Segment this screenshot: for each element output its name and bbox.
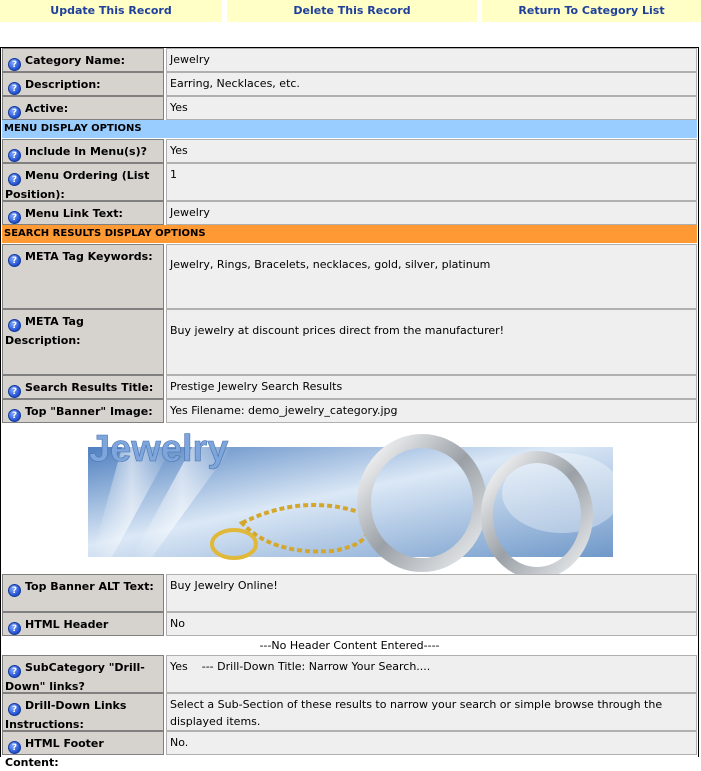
top-banner-alt-label: ? Top Banner ALT Text: [2, 574, 164, 612]
category-name-label: ? Category Name: [2, 48, 164, 72]
description-label: ? Description: [2, 72, 164, 96]
active-row [2, 96, 697, 120]
top-banner-image-row [2, 399, 697, 423]
update-record-button[interactable]: Update This Record [0, 0, 222, 22]
help-icon[interactable]: ? [8, 254, 21, 267]
meta-description-value: Buy jewelry at discount prices direct from the manufacturer! [166, 309, 697, 375]
top-banner-alt-value: Buy Jewelry Online! [166, 574, 697, 612]
help-icon[interactable]: ? [8, 82, 21, 95]
active-value: Yes [166, 96, 697, 120]
html-footer-content-label: ? HTML Footer Content: [2, 731, 164, 755]
top-banner-image-value: Yes Filename: demo_jewelry_category.jpg [166, 399, 697, 423]
help-icon[interactable]: ? [8, 58, 21, 71]
html-header-content-label: ? HTML Header [2, 612, 164, 636]
html-footer-content-value: No. [166, 731, 697, 755]
help-icon[interactable]: ? [8, 741, 21, 754]
header-content-note: ---No Header Content Entered---- [2, 636, 697, 655]
description-value: Earring, Necklaces, etc. [166, 72, 697, 96]
menu-ordering-label: ? Menu Ordering (List Position): [2, 163, 164, 201]
drilldown-instructions-label: ? Drill-Down Links Instructions: [2, 693, 164, 731]
search-results-title-value: Prestige Jewelry Search Results [166, 375, 697, 399]
search-results-section-header: SEARCH RESULTS DISPLAY OPTIONS [2, 225, 697, 243]
help-icon[interactable]: ? [8, 665, 21, 678]
meta-keywords-value: Jewelry, Rings, Bracelets, necklaces, gold, silver, platinum [166, 244, 697, 309]
active-label: ? Active: [2, 96, 164, 120]
drilldown-instructions-value: Select a Sub-Section of these results to narrow your search or simple browse through the displayed items. [166, 693, 697, 731]
help-icon[interactable]: ? [8, 622, 21, 635]
return-to-category-list-button[interactable]: Return To Category List [482, 0, 701, 22]
top-banner-image-label: ? Top "Banner" Image: [2, 399, 164, 423]
subcategory-drilldown-row [2, 655, 697, 693]
help-icon[interactable]: ? [8, 584, 21, 597]
subcategory-drilldown-value: Yes --- Drill-Down Title: Narrow Your Search.... [166, 655, 697, 693]
meta-keywords-row [2, 244, 697, 309]
meta-keywords-label: ? META Tag Keywords: [2, 244, 164, 309]
category-record-form [0, 47, 699, 769]
subcategory-drilldown-label: ? SubCategory "Drill-Down" links? [2, 655, 164, 693]
help-icon[interactable]: ? [8, 319, 21, 332]
help-icon[interactable]: ? [8, 106, 21, 119]
help-icon[interactable]: ? [8, 409, 21, 422]
delete-record-button[interactable]: Delete This Record [227, 0, 477, 22]
banner-title: Jewelry [89, 428, 229, 470]
banner-image [2, 423, 699, 574]
html-header-content-value: No [166, 612, 697, 636]
description-row [2, 72, 697, 96]
help-icon[interactable]: ? [8, 149, 21, 162]
banner-image-area [2, 423, 697, 574]
toolbar [0, 0, 701, 22]
include-in-menus-value: Yes [166, 139, 697, 163]
category-name-row [2, 48, 697, 72]
menu-display-section-header: MENU DISPLAY OPTIONS [2, 120, 697, 138]
search-results-title-label: ? Search Results Title: [2, 375, 164, 399]
menu-link-text-label: ? Menu Link Text: [2, 201, 164, 225]
menu-ordering-row [2, 163, 697, 201]
meta-description-label: ? META Tag Description: [2, 309, 164, 375]
help-icon[interactable]: ? [8, 385, 21, 398]
html-header-content-row [2, 612, 697, 636]
help-icon[interactable]: ? [8, 211, 21, 224]
help-icon[interactable]: ? [8, 173, 21, 186]
help-icon[interactable]: ? [8, 703, 21, 716]
menu-link-text-value: Jewelry [166, 201, 697, 225]
html-footer-content-row [2, 731, 697, 769]
menu-link-text-row [2, 201, 697, 225]
include-in-menus-row [2, 139, 697, 163]
top-banner-alt-row [2, 574, 697, 612]
search-results-title-row [2, 375, 697, 399]
menu-ordering-value: 1 [166, 163, 697, 201]
meta-description-row [2, 309, 697, 375]
drilldown-instructions-row [2, 693, 697, 731]
include-in-menus-label: ? Include In Menu(s)? [2, 139, 164, 163]
category-name-value: Jewelry [166, 48, 697, 72]
